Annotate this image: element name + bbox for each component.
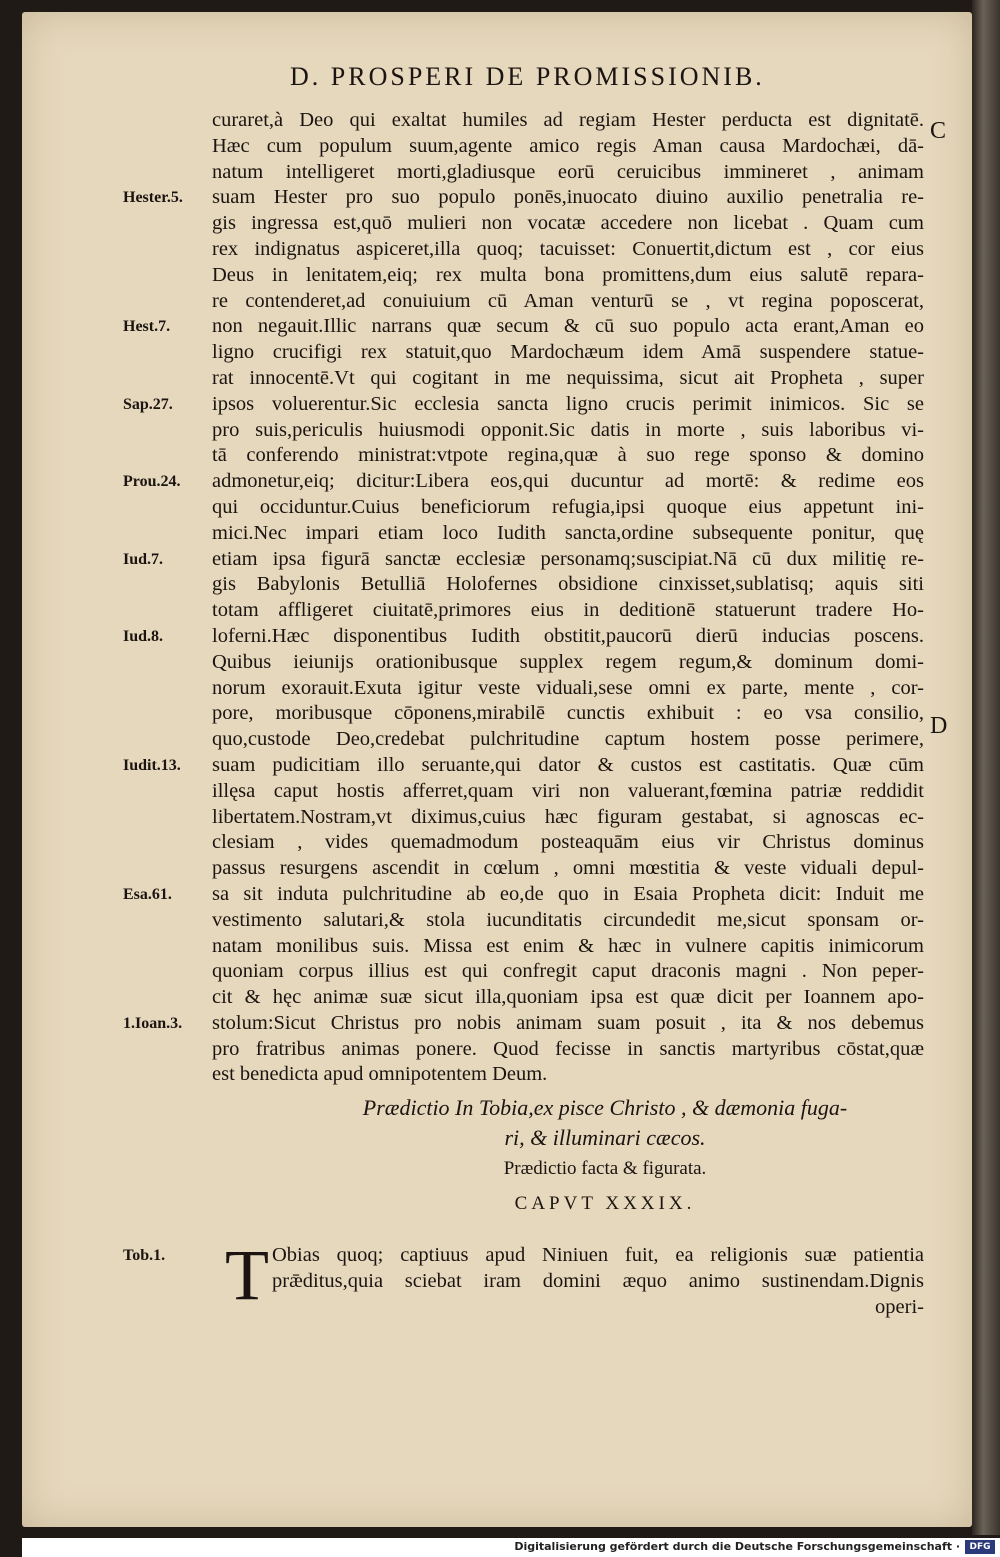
footer-credit: Digitalisierung gefördert durch die Deutsche Forschungsgemeinschaft · <box>514 1540 960 1553</box>
chapter-margin-note: Tob.1. <box>123 1247 166 1264</box>
text-line: quoniam corpus illius est qui confregit caput draconis magni . Non peper- <box>212 960 924 983</box>
text-line: gis ingressa est,quō mulieri non vocatæ accedere non licebat . Quam cum <box>212 212 924 235</box>
text-line: natum intelligeret morti,gladiusque eorū ceruicibus immineret , animam <box>212 160 924 183</box>
text-line: clesiam , vides quemadmodum posteaquām eius vir Christus dominus <box>212 831 924 854</box>
text-line: passus resurgens ascendit in cœlum , omni mœstitia & veste viduali depul- <box>212 857 924 880</box>
text-line: admonetur,eiq; dicitur:Libera eos,qui ducuntur ad mortē: & redime eos <box>212 470 924 493</box>
text-line: pore, moribusque cōponens,mirabilē cunctis exhibuit : eo vsa consilio, <box>212 702 924 725</box>
chapter-number: CAPVT XXXIX. <box>514 1193 696 1214</box>
text-line: ligno crucifigi rex statuit,quo Mardochæum idem Amā suspendere statue- <box>212 341 924 364</box>
margin-note: Hester.5. <box>123 189 183 207</box>
drop-cap: T <box>225 1235 269 1315</box>
chapter-heading <box>300 1093 910 1153</box>
chapter-text-line: operi- <box>875 1296 924 1318</box>
text-line: totam affligeret ciuitatē,primores eius in deditionē statuerunt tradere Ho- <box>212 599 924 622</box>
text-line: libertatem.Nostram,vt diximus,cuius hæc figuram gestabat, si agnoscas ec- <box>212 805 924 828</box>
text-line: loferni.Hæc disponentibus Iudith obstitit,paucorū dierū inducias poscens. <box>212 624 924 647</box>
book-binding-edge <box>972 0 1000 1535</box>
chapter-text-line: Obias quoq; captiuus apud Niniuen fuit, ea religionis suæ patientia <box>272 1244 924 1266</box>
heading-line-2: ri, & illuminari cæcos. <box>504 1125 706 1150</box>
text-line: natam monilibus suis. Missa est enim & hæc in vulnere capitis inimicorum <box>212 934 924 957</box>
text-line: mici.Nec impari etiam loco Iudith sancta,ordine subsequente ponitur, quę <box>212 521 924 544</box>
text-line: rat innocentē.Vt qui cogitant in me nequissima, sicut ait Propheta , super <box>212 366 924 389</box>
margin-note: Sap.27. <box>123 395 173 413</box>
text-line: rex indignatus aspiceret,illa quoq; tacuisset: Conuertit,dictum est , cor eius <box>212 237 924 260</box>
text-line: curaret,à Deo qui exaltat humiles ad regiam Hester perducta est dignitatē. <box>212 109 924 131</box>
chapter-subheading: Prædictio facta & figurata. <box>503 1158 707 1179</box>
margin-note: 1.Ioan.3. <box>123 1015 183 1032</box>
main-text-block <box>212 108 924 1088</box>
text-line: tā conferendo ministrat:vtpote regina,quæ à suo rege sponso & domino <box>212 444 924 467</box>
chapter-text-block <box>272 1242 924 1320</box>
text-line: cit & hęc animæ suæ sicut illa,quoniam ipsa est quæ dicit per Ioannem apo- <box>212 986 924 1009</box>
margin-note: Hest.7. <box>123 318 171 336</box>
text-line: pro fratribus animas ponere. Quod fecisse in sanctis martyribus cōstat,quæ <box>212 1037 924 1060</box>
margin-note: Esa.61. <box>123 886 172 903</box>
text-line: sa sit induta pulchritudine ab eo,de quo in Esaia Propheta dicit: Induit me <box>212 882 924 905</box>
text-line: suam Hester pro suo populo ponēs,inuocato diuino auxilio penetralia re- <box>212 186 924 209</box>
text-line: Hæc cum populum suum,agente amico regis Aman causa Mardochæi, dā- <box>212 134 924 157</box>
text-line: norum exorauit.Exuta igitur veste viduali,sese omni ex parte, mente , cor- <box>212 676 924 699</box>
section-mark-c: C <box>930 118 947 144</box>
text-line: non negauit.Illic narrans quæ secum & cū suo populo acta erant,Aman eo <box>212 315 924 338</box>
text-line: etiam ipsa figurā sanctæ ecclesiæ personamq;suscipiat.Nā cū dux militię re- <box>212 547 924 570</box>
text-line: Deus in lenitatem,eiq; rex multa bona promittens,dum eius salutē repara- <box>212 263 924 286</box>
text-line: est benedicta apud omnipotentem Deum. <box>212 1063 548 1086</box>
margin-note: Prou.24. <box>123 473 181 491</box>
margin-note: Iud.7. <box>123 550 164 568</box>
margin-note: Iudit.13. <box>123 757 181 774</box>
text-line: pro suis,periculis huiusmodi opponit.Sic datis in morte , suis laboribus vi- <box>212 418 924 441</box>
text-line: suam pudicitiam illo seruante,qui dator & custos est castitatis. Quæ cūm <box>212 753 924 776</box>
text-line: re contenderet,ad conuiuium cū Aman venturū se , vt regina poposcerat, <box>212 289 924 312</box>
section-mark-d: D <box>930 713 948 739</box>
text-line: vestimento salutari,& stola iucunditatis circundedit me,sicut sponsam or- <box>212 908 924 931</box>
heading-line-1: Prædictio In Tobia,ex pisce Christo , & dæmonia fuga- <box>362 1095 848 1120</box>
text-line: gis Babylonis Betulliā Holofernes obsidione cinxisset,sublatisq; aquis siti <box>212 573 924 596</box>
text-line: stolum:Sicut Christus pro nobis animam suam posuit , ita & nos debemus <box>212 1011 924 1034</box>
dfg-logo: DFG <box>965 1540 995 1554</box>
text-line: quo,custode Deo,credebat pulchritudine captum hostem posse perimere, <box>212 728 924 751</box>
running-head: D. PROSPERI DE PROMISSIONIB. <box>290 62 765 91</box>
chapter-text-line: prǣditus,quia sciebat iram domini æquo animo sustinendam.Dignis <box>272 1270 924 1292</box>
text-line: Quibus ieiunijs orationibusque supplex regem regum,& dominum domi- <box>212 650 924 673</box>
text-line: illęsa caput hostis afferret,quam viri non valuerant,fœmina patriæ reddidit <box>212 779 924 802</box>
text-line: ipsos voluerentur.Sic ecclesia sancta ligno crucis perimit inimicos. Sic se <box>212 392 924 415</box>
margin-note: Iud.8. <box>123 628 164 645</box>
text-line: qui occiduntur.Cuius beneficiorum refugia,ipsi quoque eius appetunt ini- <box>212 495 924 518</box>
